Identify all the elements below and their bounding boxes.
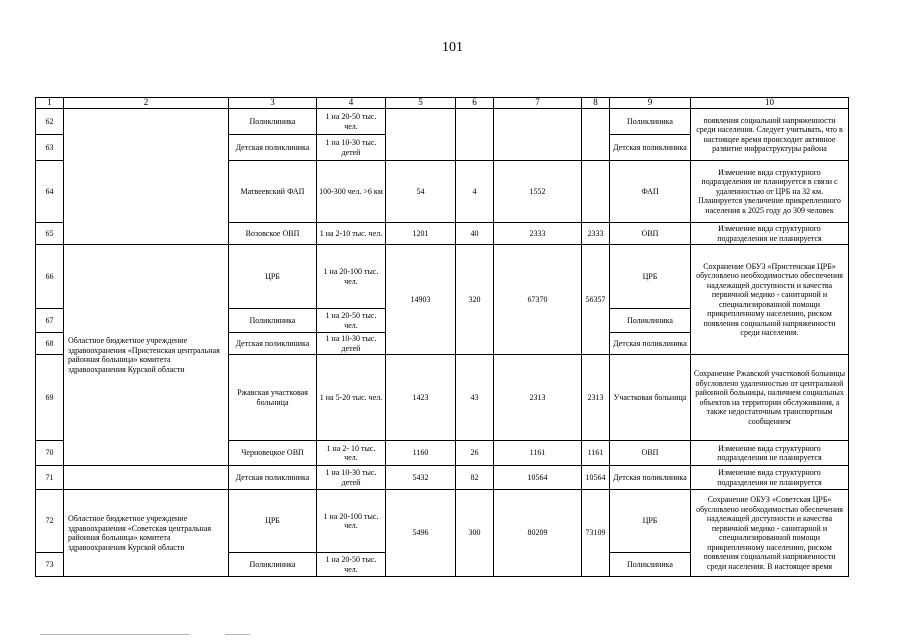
new-type: Участковая больница: [610, 355, 691, 441]
col-header: 6: [456, 98, 494, 109]
note: Сохранение ОБУЗ «Пристенская ЦРБ» обусловлено необходимостью обеспечения надлежащей доступности и качества первичной медико - санитарной и специализированной помощи прикрепленному населению, риском появления социальной напряженности среди населения.: [691, 245, 849, 355]
scan-artifact: [225, 634, 250, 635]
note: Сохранение Ржавской участковой больницы обусловлено удаленностью от центральной районной больницы, наличием социальных объектов на территории обслуживания, а также недостаточным транспортным сообщением: [691, 355, 849, 441]
norm: 1 на 10-30 тыс. детей: [317, 466, 386, 490]
value-col6: 43: [456, 355, 494, 441]
unit-name: Поликлиника: [229, 309, 317, 333]
value-col6: 26: [456, 441, 494, 466]
unit-name: Возовское ОВП: [229, 223, 317, 245]
note: Изменение вида структурного подразделения не планируется в связи с удаленностью от ЦРБ на 32 км. Планируется увеличение прикрепленного населения к 2025 году до 309 человек: [691, 161, 849, 223]
healthcare-facilities-table: [35, 97, 849, 577]
unit-name: Детская поликлиника: [229, 135, 317, 161]
empty-cell: [456, 109, 494, 161]
value-col8: 2333: [582, 223, 610, 245]
value-col5: 5432: [386, 466, 456, 490]
unit-name: Матвеевский ФАП: [229, 161, 317, 223]
col-header: 10: [691, 98, 849, 109]
row-number: 62: [36, 109, 64, 135]
norm: 1 на 10-30 тыс. детей: [317, 333, 386, 355]
norm: 100-300 чел. >6 км: [317, 161, 386, 223]
value-col7: 2333: [494, 223, 582, 245]
value-col6: 40: [456, 223, 494, 245]
norm: 1 на 20-100 тыс. чел.: [317, 490, 386, 553]
row-number: 64: [36, 161, 64, 223]
row-number: 66: [36, 245, 64, 309]
row-number: 72: [36, 490, 64, 553]
value-col7: 10564: [494, 466, 582, 490]
value-col8: 10564: [582, 466, 610, 490]
row-number: 71: [36, 466, 64, 490]
row-number: 68: [36, 333, 64, 355]
new-type: ОВП: [610, 441, 691, 466]
organization-name: Областное бюджетное учреждение здравоохранения «Советская центральная районная больница» комитета здравоохранения Курской области: [64, 490, 229, 577]
row-number: 73: [36, 553, 64, 577]
col-header: 4: [317, 98, 386, 109]
norm: 1 на 10-30 тыс. детей: [317, 135, 386, 161]
col-header: 2: [64, 98, 229, 109]
col-header: 5: [386, 98, 456, 109]
row-number: 65: [36, 223, 64, 245]
organization-cell-empty: [64, 109, 229, 245]
row-number: 69: [36, 355, 64, 441]
empty-cell: [494, 109, 582, 161]
new-type: Детская поликлиника: [610, 135, 691, 161]
note: Изменение вида структурного подразделения не планируется: [691, 466, 849, 490]
new-type: Детская поликлиника: [610, 333, 691, 355]
header-row: [36, 98, 849, 109]
note: появления социальной напряженности среди населения. Следует учитывать, что в настоящее время происходит активное развитие инфраструктуры района: [691, 109, 849, 161]
value-col6: 4: [456, 161, 494, 223]
value-col5: 14903: [386, 245, 456, 355]
value-col7: 1552: [494, 161, 582, 223]
unit-name: Детская поликлиника: [229, 466, 317, 490]
empty-cell: [386, 109, 456, 161]
new-type: Детская поликлиника: [610, 466, 691, 490]
value-col5: 1160: [386, 441, 456, 466]
col-header: 7: [494, 98, 582, 109]
value-col8: [582, 161, 610, 223]
organization-cell-empty: [64, 466, 229, 490]
table-row: [36, 466, 849, 490]
value-col8: 1161: [582, 441, 610, 466]
new-type: ФАП: [610, 161, 691, 223]
value-col8: 73109: [582, 490, 610, 577]
new-type: ОВП: [610, 223, 691, 245]
scan-artifact: [40, 634, 190, 635]
value-col5: 5496: [386, 490, 456, 577]
unit-name: Поликлиника: [229, 553, 317, 577]
unit-name: Ржавская участковая больница: [229, 355, 317, 441]
value-col7: 1161: [494, 441, 582, 466]
norm: 1 на 2-10 тыс. чел.: [317, 223, 386, 245]
new-type: ЦРБ: [610, 490, 691, 553]
value-col7: 67370: [494, 245, 582, 355]
col-header: 1: [36, 98, 64, 109]
norm: 1 на 20-50 тыс. чел.: [317, 309, 386, 333]
empty-cell: [582, 109, 610, 161]
new-type: Поликлиника: [610, 553, 691, 577]
norm: 1 на 20-50 тыс. чел.: [317, 109, 386, 135]
note: Изменение вида структурного подразделения не планируется: [691, 441, 849, 466]
col-header: 9: [610, 98, 691, 109]
table-row: [36, 109, 849, 135]
col-header: 3: [229, 98, 317, 109]
note: Изменение вида структурного подразделения не планируется: [691, 223, 849, 245]
value-col6: 320: [456, 245, 494, 355]
note: Сохранение ОБУЗ «Советская ЦРБ» обусловлено необходимостью обеспечения надлежащей доступности и качества первичной медико - санитарной и специализированной помощи прикрепленному населению, риском появления социальной напряженности среди населения. В настоящее время: [691, 490, 849, 577]
value-col7: 2313: [494, 355, 582, 441]
organization-name: Областное бюджетное учреждение здравоохранения «Пристенская центральная районная больница» комитета здравоохранения Курской области: [64, 245, 229, 466]
unit-name: Поликлиника: [229, 109, 317, 135]
table-row: [36, 490, 849, 553]
row-number: 70: [36, 441, 64, 466]
unit-name: Детская поликлиника: [229, 333, 317, 355]
norm: 1 на 20-50 тыс. чел.: [317, 553, 386, 577]
value-col5: 1201: [386, 223, 456, 245]
value-col5: 54: [386, 161, 456, 223]
row-number: 67: [36, 309, 64, 333]
value-col6: 300: [456, 490, 494, 577]
unit-name: ЦРБ: [229, 490, 317, 553]
new-type: Поликлиника: [610, 109, 691, 135]
value-col8: 2313: [582, 355, 610, 441]
value-col5: 1423: [386, 355, 456, 441]
page-number: 101: [442, 40, 463, 55]
norm: 1 на 20-100 тыс. чел.: [317, 245, 386, 309]
value-col7: 80209: [494, 490, 582, 577]
norm: 1 на 5-20 тыс. чел.: [317, 355, 386, 441]
col-header: 8: [582, 98, 610, 109]
table-row: [36, 245, 849, 309]
unit-name: ЦРБ: [229, 245, 317, 309]
new-type: ЦРБ: [610, 245, 691, 309]
new-type: Поликлиника: [610, 309, 691, 333]
norm: 1 на 2- 10 тыс. чел.: [317, 441, 386, 466]
unit-name: Черновецкое ОВП: [229, 441, 317, 466]
value-col6: 82: [456, 466, 494, 490]
row-number: 63: [36, 135, 64, 161]
value-col8: 56357: [582, 245, 610, 355]
